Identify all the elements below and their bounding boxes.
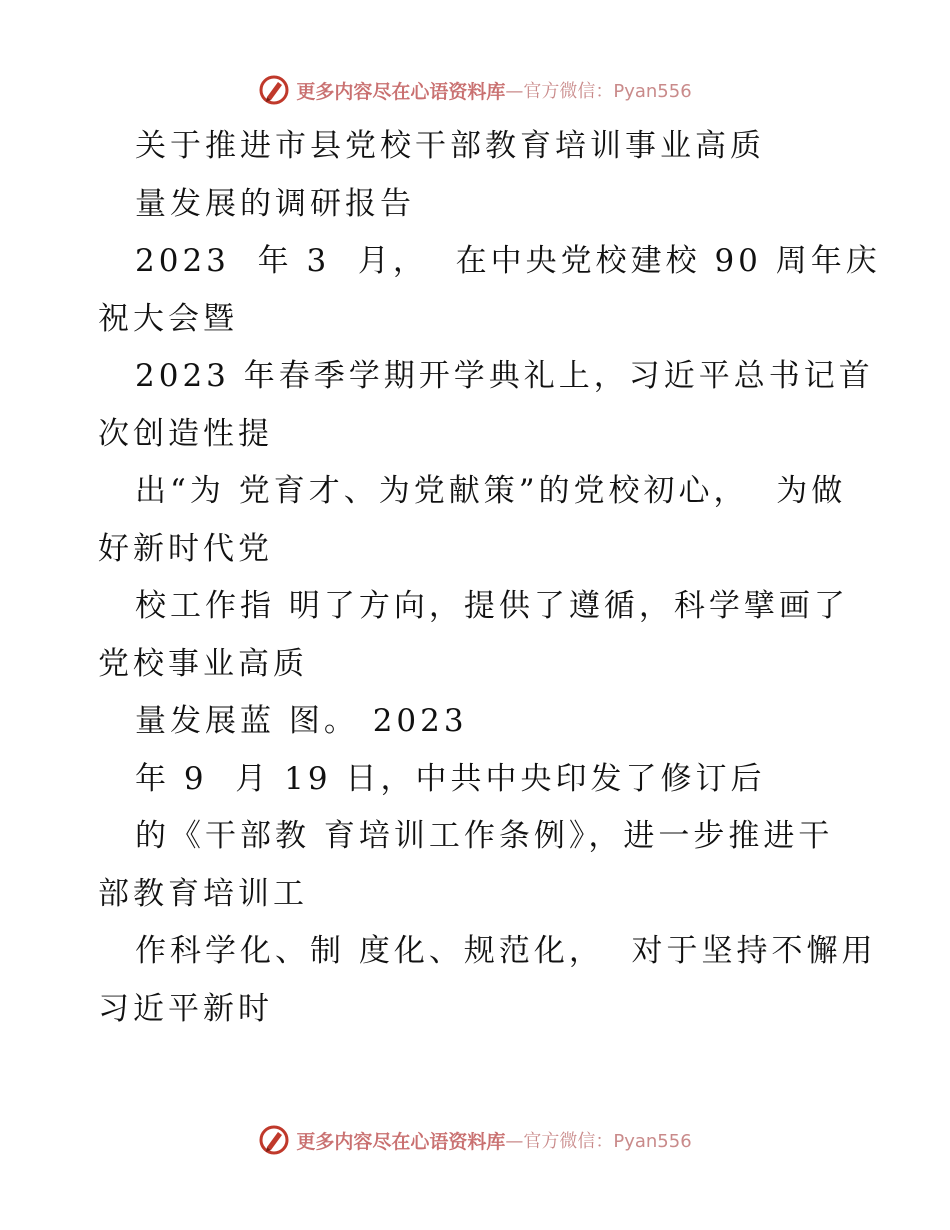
- document-line: 部教育培训工: [98, 875, 308, 912]
- footer-watermark-banner: [0, 1120, 950, 1160]
- document-line: 的《干部教 育培训工作条例》，进一步推进干: [135, 818, 834, 854]
- document-line: 好新时代党: [98, 530, 273, 567]
- document-body: [98, 118, 881, 1038]
- document-line: 作科学化、制 度化、规范化， 对于坚持不懈用: [135, 933, 877, 969]
- document-line: 祝大会暨: [98, 300, 238, 337]
- banner-main-text: 更多内容尽在心语资料库: [296, 1130, 506, 1153]
- document-line: 量发展蓝 图。 2023: [135, 703, 468, 739]
- document-line: 习近平新时: [98, 990, 273, 1027]
- document-line: 2023 年 3 月， 在中央党校建校 90 周年庆: [135, 243, 881, 279]
- banner-main-text: 更多内容尽在心语资料库: [296, 80, 506, 103]
- document-line: 年 9 月 19 日，中共中央印发了修订后: [135, 760, 766, 797]
- header-watermark-banner: [0, 70, 950, 110]
- document-line: 2023 年春季学期开学典礼上，习近平总书记首: [135, 358, 874, 394]
- pen-circle-icon: [258, 1124, 290, 1156]
- document-line: 出“为 党育才、为党献策”的党校初心， 为做: [135, 473, 847, 509]
- banner-wechat-text: —官方微信：Pyan556: [505, 81, 692, 102]
- document-line: 次创造性提: [98, 415, 273, 452]
- pen-circle-icon: [258, 74, 290, 106]
- document-line: 校工作指 明了方向，提供了遵循，科学擘画了: [135, 588, 849, 624]
- document-line: 量发展的调研报告: [135, 185, 415, 222]
- document-line: 党校事业高质: [98, 645, 308, 682]
- document-line: 关于推进市县党校干部教育培训事业高质: [135, 128, 765, 164]
- banner-wechat-text: —官方微信：Pyan556: [505, 1131, 692, 1152]
